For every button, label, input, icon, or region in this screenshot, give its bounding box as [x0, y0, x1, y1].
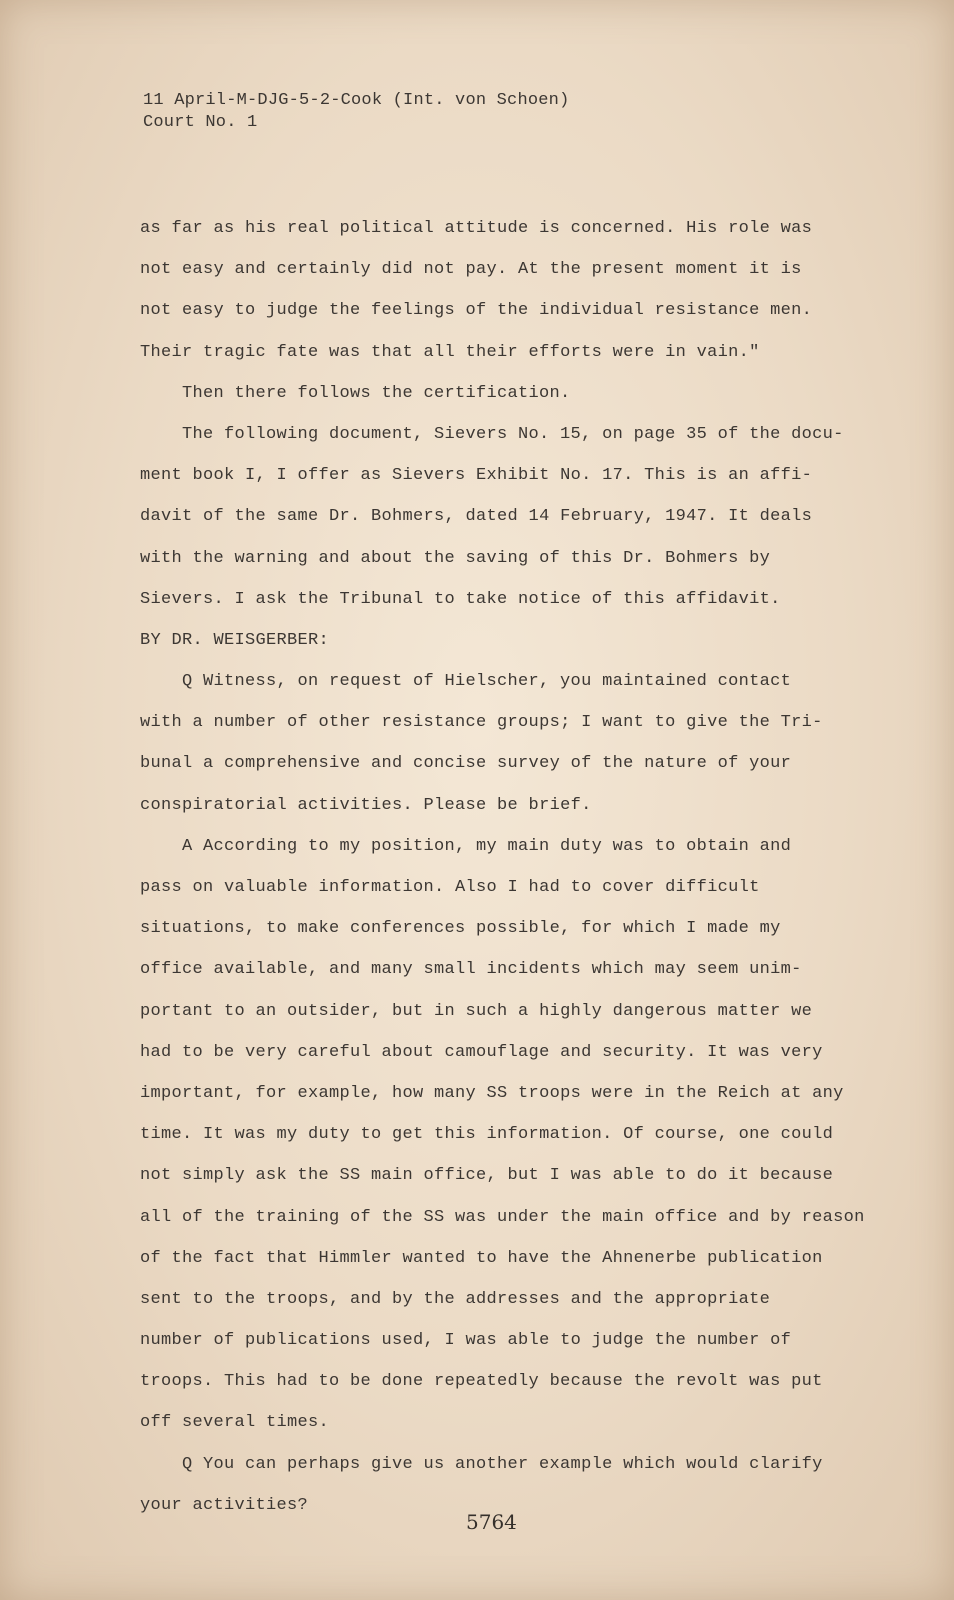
- body-line: Sievers. I ask the Tribunal to take notice of this affidavit.: [140, 589, 781, 609]
- body-line: bunal a comprehensive and concise survey of the nature of your: [140, 754, 792, 774]
- body-line: not easy and certainly did not pay. At the present moment it is: [140, 260, 802, 280]
- document-header: [143, 90, 569, 134]
- question-line: Q You can perhaps give us another example which would clarify: [182, 1454, 823, 1474]
- body-line: Their tragic fate was that all their efforts were in vain.": [140, 342, 760, 362]
- body-line: all of the training of the SS was under the main office and by reason: [140, 1207, 865, 1227]
- body-line: with the warning and about the saving of this Dr. Bohmers by: [140, 548, 771, 568]
- body-line: not simply ask the SS main office, but I was able to do it because: [140, 1166, 834, 1186]
- body-line: davit of the same Dr. Bohmers, dated 14 February, 1947. It deals: [140, 507, 813, 527]
- body-line: number of publications used, I was able to judge the number of: [140, 1331, 792, 1351]
- body-line: as far as his real political attitude is concerned. His role was: [140, 219, 813, 238]
- body-line: situations, to make conferences possible, for which I made my: [140, 919, 781, 939]
- body-line: sent to the troops, and by the addresses and the appropriate: [140, 1289, 771, 1309]
- body-line: troops. This had to be done repeatedly because the revolt was put: [140, 1372, 823, 1392]
- body-line: your activities?: [140, 1495, 309, 1515]
- body-line: not easy to judge the feelings of the individual resistance men.: [140, 301, 813, 321]
- body-line: of the fact that Himmler wanted to have the Ahnenerbe publication: [140, 1248, 823, 1268]
- body-line: time. It was my duty to get this information. Of course, one could: [140, 1125, 834, 1145]
- body-line: The following document, Sievers No. 15, on page 35 of the docu-: [182, 424, 844, 444]
- body-line: with a number of other resistance groups; I want to give the Tri-: [140, 713, 823, 733]
- body-line: important, for example, how many SS troops were in the Reich at any: [140, 1083, 844, 1103]
- header-court-number: Court No. 1: [143, 113, 258, 132]
- body-line: off several times.: [140, 1413, 330, 1433]
- page-number: 5764: [466, 1510, 517, 1534]
- speaker-heading: BY DR. WEISGERBER:: [140, 630, 330, 650]
- body-line: portant to an outsider, but in such a highly dangerous matter we: [140, 1001, 813, 1021]
- body-line: conspiratorial activities. Please be brief.: [140, 795, 592, 815]
- body-line: Then there follows the certification.: [182, 383, 571, 403]
- body-line: ment book I, I offer as Sievers Exhibit No. 17. This is an affi-: [140, 466, 813, 486]
- body-line: had to be very careful about camouflage and security. It was very: [140, 1042, 823, 1062]
- body-line: pass on valuable information. Also I had to cover difficult: [140, 878, 760, 897]
- transcript-body: [140, 208, 865, 1526]
- body-line: office available, and many small incidents which may seem unim-: [140, 960, 802, 980]
- answer-line: A According to my position, my main duty was to obtain and: [182, 836, 792, 856]
- question-line: Q Witness, on request of Hielscher, you maintained contact: [182, 672, 792, 692]
- header-transcript-id: 11 April-M-DJG-5-2-Cook (Int. von Schoen): [143, 91, 570, 110]
